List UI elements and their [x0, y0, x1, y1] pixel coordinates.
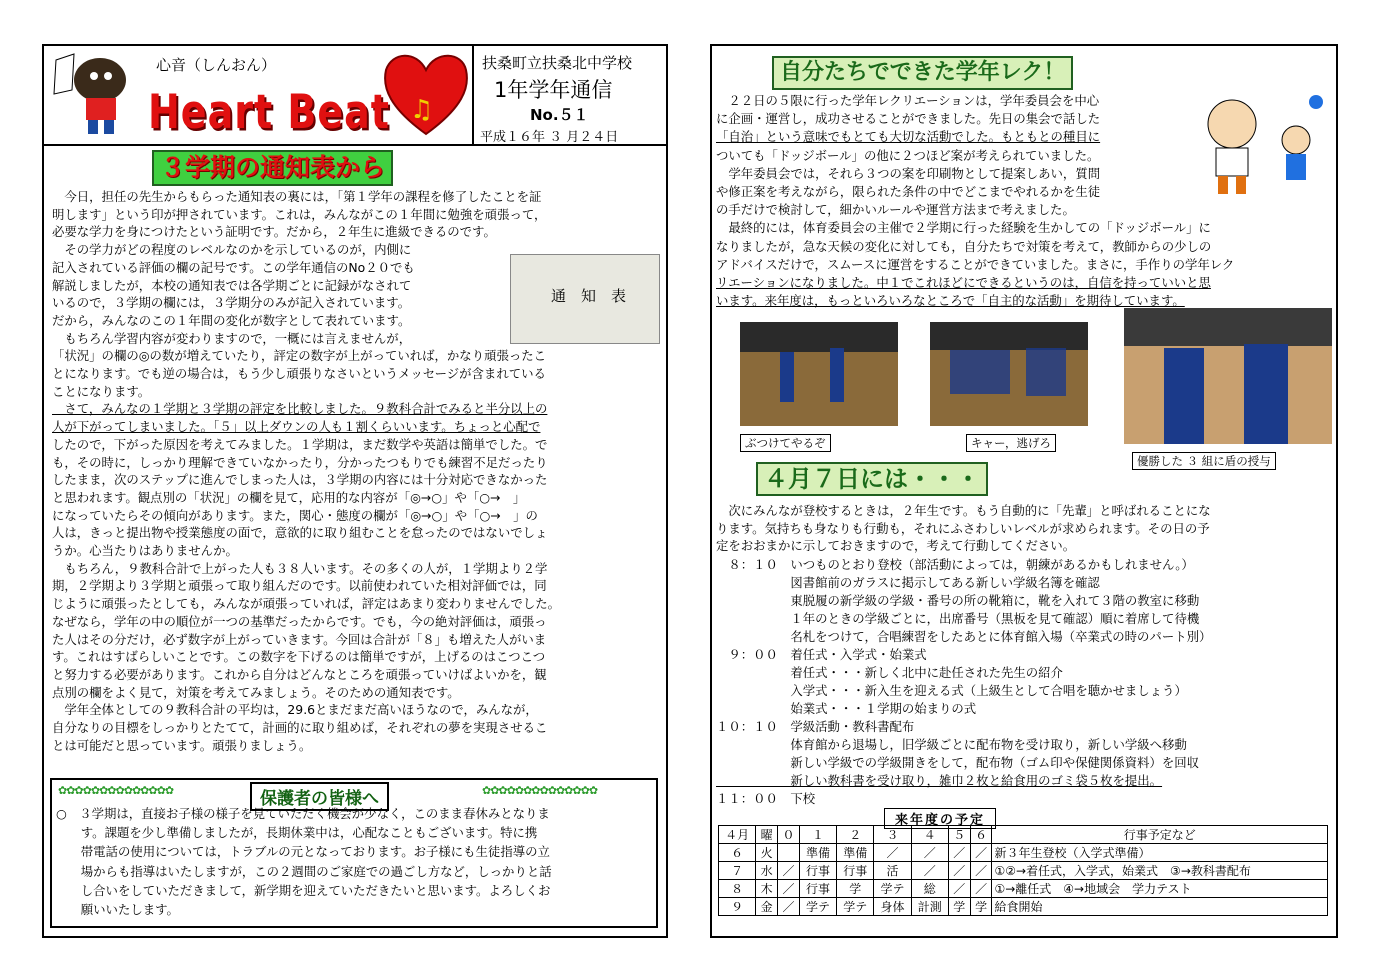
text-line: 願いいたします。 [56, 902, 179, 917]
issue-date: 平成１６年 ３ 月２４日 [480, 130, 619, 145]
text-line: 人が下がってしまいました。「５」以上ダウンの人も１割くらいいます。ちょっと心配で [52, 419, 541, 435]
calendar-header-cell: ３ [874, 826, 911, 844]
text-line: 帯電話の使用については，トラブルの元となっております。お子様にも生徒指導の立 [56, 844, 550, 860]
text-line: や修正案を考えながら，限られた条件の中でどこまでやれるかを生徒 [716, 184, 1101, 199]
calendar-cell: ／ [948, 862, 970, 880]
calendar-cell: ／ [948, 844, 970, 862]
school-name: 扶桑町立扶桑北中学校 [482, 54, 633, 72]
text-line: ９：００ 着任式・入学式・始業式 [716, 647, 927, 662]
calendar-cell: ／ [778, 898, 800, 916]
text-line: 最終的には，体育委員会の主催で２学期に行った経験を生かしての「ドッジボール」に [716, 220, 1211, 236]
text-line: 記入されている評価の欄の記号です。この学年通信のNo２０でも [52, 259, 415, 275]
text-line: １０：１０ 学級活動・教科書配布 [716, 719, 915, 734]
calendar-cell: 木 [756, 880, 778, 898]
calendar-cell: ／ [948, 880, 970, 898]
calendar-cell: 活 [874, 862, 911, 880]
calendar-cell: ８ [719, 880, 756, 898]
left-page [42, 44, 668, 938]
calendar-table [718, 825, 1328, 916]
calendar-cell: ６ [719, 844, 756, 862]
text-line: 次にみんなが登校するときは，２年生です。もう自動的に「先輩」と呼ばれることにな [716, 503, 1211, 518]
calendar-cell: 学 [970, 898, 992, 916]
parents-title: 保護者の皆様へ [250, 782, 389, 811]
calendar-cell: ①→離任式 ④→地域会 学力テスト [992, 880, 1328, 898]
calendar-header-cell: ０ [778, 826, 800, 844]
text-line: 始業式・・・１学期の始まりの式 [716, 701, 977, 716]
report-card-photo [510, 254, 660, 344]
calendar-cell: ／ [970, 880, 992, 898]
newsletter-name: 1年学年通信 [494, 78, 613, 102]
text-line: 今日，担任の先生からもらった通知表の裏には，「第１学年の課程を修了したことを証 [52, 189, 542, 204]
masthead [44, 46, 668, 146]
dodgeball-photo-2 [930, 322, 1088, 426]
text-line: 入学式・・・新入生を迎える式（上級生として合唱を聴かせましょう） [716, 683, 1187, 698]
calendar-cell: 学 [948, 898, 970, 916]
text-line: ります。気持ちも身なりも行動も，それにふさわしいレベルが求められます。その日の予 [716, 520, 1210, 536]
photo-caption-1: ぶつけてやるぞ [740, 434, 831, 452]
text-line: ○ ３学期は，直接お子様の様子を見ていただく機会が少なく，このまま春休みとなりま [56, 806, 550, 821]
text-line: 学年全体としての９教科合計の平均は，29.6とまだまだ高いほうなので，みんなが， [52, 702, 538, 718]
calendar-cell: 行事 [799, 862, 836, 880]
calendar-header-cell: ６ [970, 826, 992, 844]
text-line: 新しい教科書を受け取り，雑巾２枚と給食用のゴミ袋５枚を提出。 [716, 773, 1163, 788]
report-card-label: 通 知 表 [551, 287, 627, 305]
text-line: したまま，次のステップに進んでしまった人は，３学期の内容には十分対応できなかった [52, 472, 548, 488]
text-line: だから，みんなのこの１年間の変化が数字として表れています。 [52, 312, 411, 328]
text-line: います。来年度は，もっといろいろなところで「自主的な活動」を期待しています。 [716, 293, 1185, 309]
text-line: したので，下がった原因を考えてみました。１学期は，まだ数学や英語は簡単でした。で [52, 436, 548, 452]
right-page [710, 44, 1338, 938]
text-line: その学力がどの程度のレベルなのかを示しているのが，内側に [52, 242, 412, 258]
text-line: なぜなら，学年の中の順位が一つの基準だったからです。でも，今の絶対評価は，頑張っ [52, 613, 547, 629]
text-line: す。課題を少し準備しましたが，長期休業中は，心配なこともございます。特に携 [56, 825, 538, 841]
text-line: 必要な学力を身につけたという証明です。だから，２年生に進級できるのです。 [52, 224, 496, 240]
calendar-header-cell: ５ [948, 826, 970, 844]
text-line: １１：００ 下校 [716, 791, 816, 806]
calendar-cell [778, 844, 800, 862]
text-line: じように頑張ったとしても，みんなが頑張っていれば，評定はあまり変わりませんでした。 [52, 596, 561, 612]
text-line: も，その時に，しっかり理解できていなかったり，分かったつもりでも練習不足だったり [52, 454, 548, 470]
calendar-header-row [719, 826, 1328, 844]
text-line: と思われます。観点別の「状況」の欄を見て，応用的な内容が「◎→○」や「○→ 」 [52, 489, 526, 505]
text-line: もちろん学習内容が変わりますので，一概には言えませんが， [52, 330, 412, 346]
text-line: 東脱履の新学級の学級・番号の所の靴箱に，靴を入れて３階の教室に移動 [716, 593, 1200, 608]
calendar-header-cell: ２ [837, 826, 874, 844]
heart-icon [380, 48, 472, 140]
calendar-cell: ／ [970, 862, 992, 880]
mascot-illustration [48, 50, 132, 138]
text-line: 明します」という印が押されています。これは，みんながこの１年間に勉強を頑張って， [52, 206, 547, 222]
calendar-cell: ／ [911, 862, 948, 880]
calendar-cell: 学テ [837, 898, 874, 916]
calendar-cell: 水 [756, 862, 778, 880]
calendar-cell: ／ [970, 844, 992, 862]
newsletter-info [472, 46, 670, 144]
text-line: の手だけで検討して，細かいルールや運営方法まで考えました。 [716, 202, 1075, 218]
text-line: さて，みんなの１学期と３学期の評定を比較しました。９教科合計でみると半分以上の [52, 401, 548, 417]
text-line: に企画・運営し，成功させることができました。先日の集会で話した [716, 111, 1101, 127]
text-line: 名札をつけて，合唱練習をしたあとに体育館入場（卒業式の時のパート別） [716, 629, 1212, 644]
calendar-cell: 身体 [874, 898, 911, 916]
calendar-cell: ７ [719, 862, 756, 880]
calendar-cell: ①②→着任式，入学式，始業式 ③→教科書配布 [992, 862, 1328, 880]
text-line: 人は，きっと提出物や授業態度の面で，意欲的に取り組むことを怠ったのではないでしょ [52, 525, 548, 541]
text-line: す。これはすばらしいことです。この数字を下げるのは簡単ですが，上げるのはこつこつ [52, 649, 546, 665]
decoration-right: ✿✿✿✿✿✿✿✿✿✿✿✿✿✿ [482, 784, 598, 797]
calendar-cell: ／ [874, 844, 911, 862]
calendar-cell: 総 [911, 880, 948, 898]
calendar-cell: 新３年生登校（入学式準備） [992, 844, 1328, 862]
text-line: た人はその分だけ，必ず数字が上がっていきます。今回は合計が「８」も増えた人がいま [52, 631, 547, 647]
dodgeball-photo-1 [740, 322, 898, 426]
text-line: とは可能だと思っています。頑張りましょう。 [52, 737, 312, 753]
calendar-header-cell: 曜 [756, 826, 778, 844]
text-line: いるので，３学期の欄には，３学期分のみが記入されています。 [52, 295, 411, 311]
calendar-cell: 準備 [799, 844, 836, 862]
calendar-cell: 計測 [911, 898, 948, 916]
text-line: 期，２学期より３学期と頑張って取り組んだのです。以前使われていた相対評価では，同 [52, 578, 547, 594]
calendar-cell: 行事 [837, 862, 874, 880]
calendar-header-cell: １ [799, 826, 836, 844]
calendar-row [719, 898, 1328, 916]
text-line: 自分なりの目標をしっかりとたてて，計画的に取り組めば，それぞれの夢を実現させるこ [52, 720, 548, 735]
calendar-header-cell: ４月 [719, 826, 756, 844]
text-line: 点別の欄をよく見て，対策を考えてみましょう。そのための通知表です。 [52, 684, 460, 700]
parents-notice [50, 778, 658, 928]
text-line: になっていたらその傾向があります。また，関心・態度の欄が「◎→○」や「○→ 」の [52, 507, 538, 523]
text-line: 図書館前のガラスに掲示してある新しい学級名簿を確認 [716, 575, 1100, 590]
text-line: リエーションになりました。中１でこれほどにできるというのは，自信を持っていいと思 [716, 275, 1211, 290]
calendar-row [719, 844, 1328, 862]
award-photo [1124, 308, 1332, 444]
calendar-header-cell: 行事予定など [992, 826, 1328, 844]
calendar-row [719, 880, 1328, 898]
svg-text:♫: ♫ [410, 95, 434, 125]
text-line: ついても「ドッジボール」の他に２つほど案が考えられていました。 [716, 147, 1100, 163]
calendar-row [719, 862, 1328, 880]
decoration-left: ✿✿✿✿✿✿✿✿✿✿✿✿✿✿ [58, 784, 174, 797]
calendar-cell: 金 [756, 898, 778, 916]
calendar-cell: ／ [778, 862, 800, 880]
calendar-cell: ９ [719, 898, 756, 916]
calendar-cell: 火 [756, 844, 778, 862]
section2-headline: 自分たちでできた学年レク！ [772, 56, 1073, 90]
text-line: ８：１０ いつものとおり登校（部活動によっては，朝練があるかもしれません。） [716, 557, 1194, 572]
calendar-cell: 行事 [799, 880, 836, 898]
text-line: 体育館から退場し，旧学級ごとに配布物を受け取り，新しい学級へ移動 [716, 737, 1187, 752]
text-line: と努力する必要があります。これから自分はどんなところを頑張っていけばよいかを，観 [52, 666, 547, 682]
text-line: 学年委員会では，それら３つの案を印刷物として提案しあい，質問 [716, 165, 1101, 181]
text-line: １年のときの学級ごとに，出席番号（黒板を見て確認）順に着席して待機 [716, 611, 1200, 626]
text-line: 「状況」の欄の◎の数が増えていたり，評定の数字が上がっていれば，かなり頑張ったこ [52, 348, 547, 364]
masthead-subtitle: 心音（しんおん） [156, 56, 277, 74]
text-line: 場からも指導はいたしますが，この２週間のご家庭での過ごし方など，しっかりと話 [56, 863, 552, 879]
photo-caption-2: キャー，逃げろ [966, 434, 1056, 452]
calendar-cell: 学テ [874, 880, 911, 898]
calendar-cell: ／ [911, 844, 948, 862]
photo-caption-3: 優勝した ３ 組に盾の授与 [1132, 452, 1276, 470]
text-line: もちろん，９教科合計で上がった人も３８人います。その多くの人が，１学期より２学 [52, 560, 548, 576]
text-line: とになります。でも逆の場合は，もう少し頑張りなさいというメッセージが含まれている [52, 366, 546, 381]
text-line: し合いをしていただきまして，新学期を迎えていただきたいと思います。よろしくお [56, 882, 551, 898]
text-line: ことになります。 [52, 383, 151, 399]
text-line: 「自治」という意味でもとても大切な活動でした。もともとの種目に [716, 129, 1101, 145]
calendar-header-cell: ４ [911, 826, 948, 844]
calendar-title: 来年度の予定 [884, 808, 996, 829]
issue-number: No.５１ [530, 106, 589, 124]
calendar-cell: 学 [837, 880, 874, 898]
section1-headline: ３学期の通知表から [152, 150, 393, 186]
masthead-title: Heart Beat [148, 84, 390, 139]
calendar-cell: 準備 [837, 844, 874, 862]
calendar-cell: ／ [778, 880, 800, 898]
text-line: ２２日の５限に行った学年レクリエーションは，学年委員会を中心 [716, 93, 1100, 108]
text-line: 定をおおまかに示しておきますので，考えて行動してください。 [716, 538, 1076, 553]
text-line: 新しい学級での学級開きをして，配布物（ゴム印や保健関係資料）を回収 [716, 755, 1199, 770]
text-line: アドバイスだけで，スムースに運営をすることができていました。まさに，手作りの学年レク [716, 256, 1235, 272]
cartoon-boys-illustration [1192, 90, 1332, 200]
text-line: 着任式・・・新しく北中に赴任された先生の紹介 [716, 665, 1063, 680]
calendar-cell: 学テ [799, 898, 836, 916]
text-line: うか。心当たりはありませんか。 [52, 543, 238, 558]
calendar-cell: 給食開始 [992, 898, 1328, 916]
section3-headline: ４月７日には・・・ [756, 462, 988, 496]
text-line: なりましたが，急な天候の変化に対しても，自分たちで対策を考えて，教師からの少しの [716, 238, 1212, 254]
text-line: 解説しましたが，本校の通知表では各学期ごとに記録がなされて [52, 277, 412, 293]
